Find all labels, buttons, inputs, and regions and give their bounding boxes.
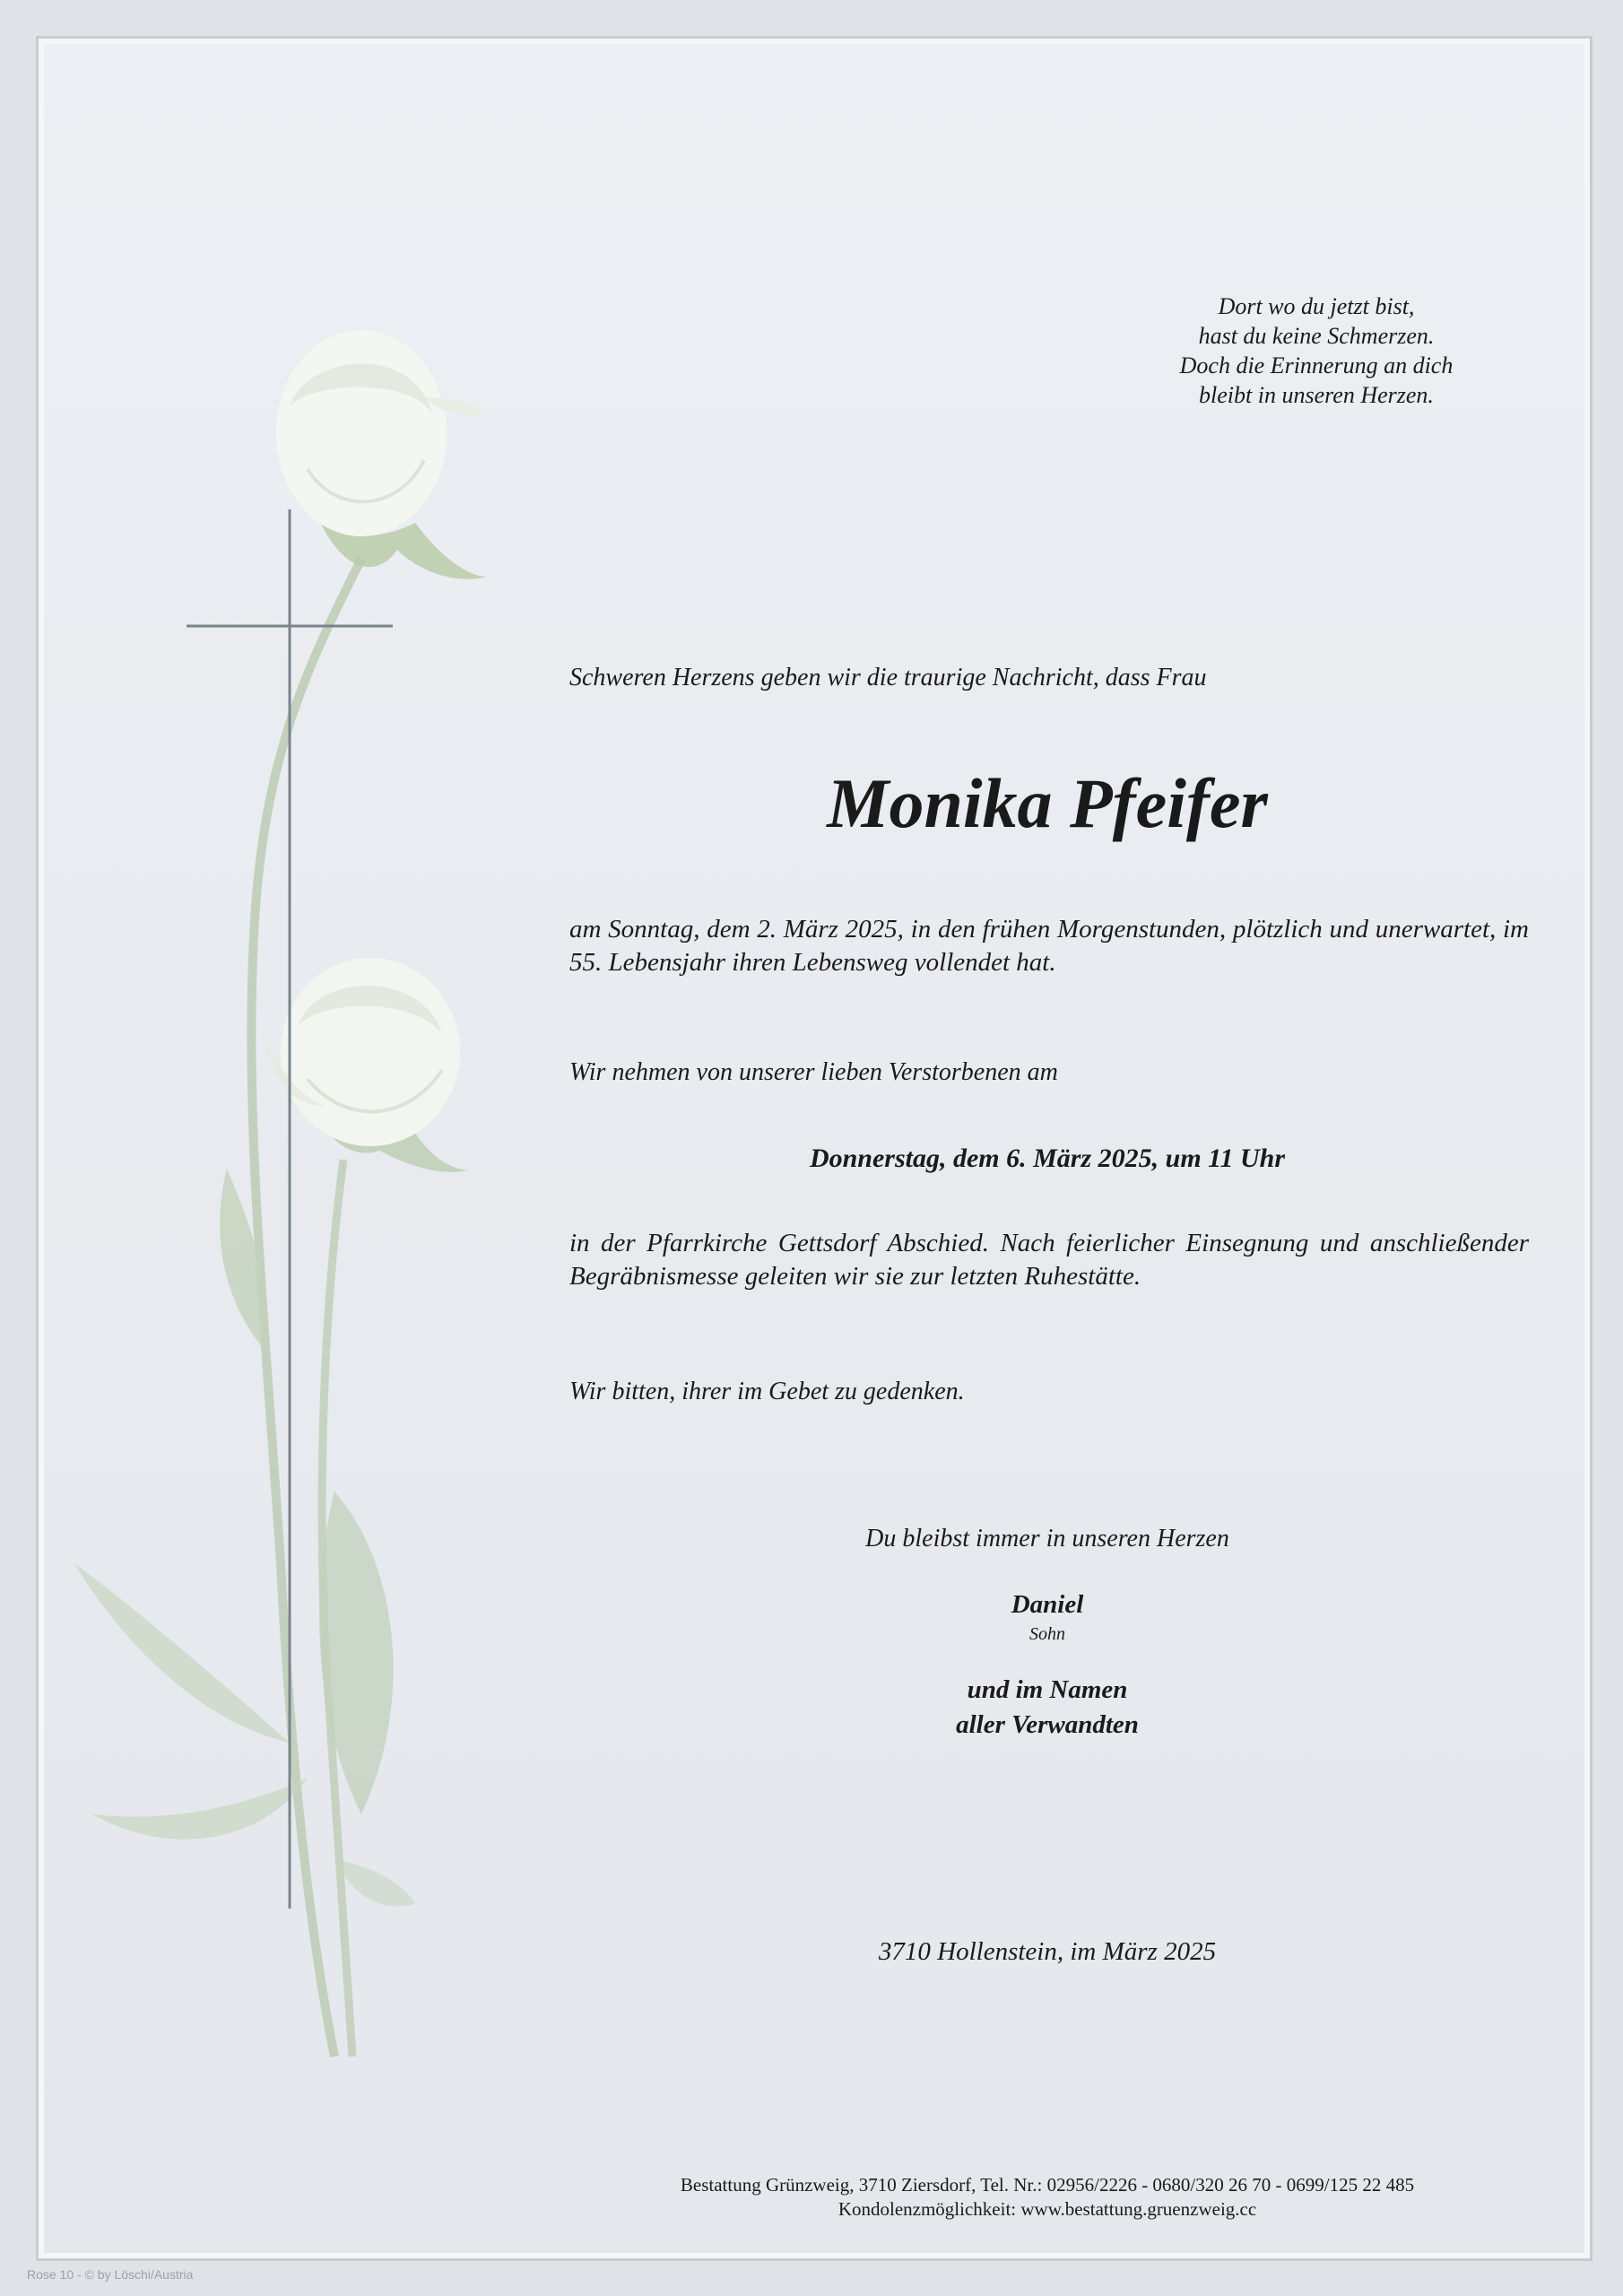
- leaf: [92, 1779, 308, 1839]
- rose-bloom-lower: [263, 958, 460, 1146]
- family-note: [577, 1673, 1518, 1743]
- footer: [577, 2173, 1518, 2222]
- closing-line: Du bleibst immer in unseren Herzen: [865, 1525, 1229, 1552]
- image-credit: Rose 10 - © by Löschi/Austria: [27, 2267, 194, 2282]
- funeral-date: Donnerstag, dem 6. März 2025, um 11 Uhr: [809, 1144, 1286, 1173]
- place-date: 3710 Hollenstein, im März 2025: [878, 1937, 1217, 1966]
- poem: [1070, 291, 1563, 410]
- family-line: aller Verwandten: [956, 1710, 1139, 1739]
- rose-stem-upper: [251, 559, 361, 2057]
- deceased-name: Monika Pfeifer: [827, 764, 1268, 842]
- rose-bloom-upper: [276, 330, 487, 536]
- leaf: [74, 1563, 290, 1743]
- poem-line: hast du keine Schmerzen.: [1198, 323, 1435, 349]
- poem-line: Dort wo du jetzt bist,: [1218, 293, 1415, 319]
- family-line: und im Namen: [967, 1675, 1128, 1704]
- obituary-sheet: [36, 36, 1593, 2261]
- undertaker-contact: Bestattung Grünzweig, 3710 Ziersdorf, Tel. Nr.: 02956/2226 - 0680/320 26 70 - 0699/125 22 485: [680, 2174, 1415, 2196]
- prayer-text: Wir bitten, ihrer im Gebet zu gedenken.: [569, 1378, 965, 1405]
- leaf: [334, 1859, 415, 1907]
- passing-text: am Sonntag, dem 2. März 2025, in den frühen Morgenstunden, plötzlich und unerwartet, im 55. Lebensjahr ihren Lebensweg vollendet hat.: [569, 915, 1529, 977]
- condolence-link: Kondolenzmöglichkeit: www.bestattung.gruenzweig.cc: [838, 2198, 1257, 2220]
- farewell-details-text: in der Pfarrkirche Gettsdorf Abschied. Nach feierlicher Einsegnung und anschließender Begräbnismesse geleiten wir sie zur letzten Ruhestätte.: [569, 1229, 1529, 1291]
- farewell-intro-text: Wir nehmen von unserer lieben Verstorbenen am: [569, 1058, 1058, 1086]
- poem-line: Doch die Erinnerung an dich: [1179, 352, 1454, 378]
- signer-relation: Sohn: [1029, 1624, 1065, 1644]
- poem-line: bleibt in unseren Herzen.: [1199, 382, 1434, 408]
- intro-text: Schweren Herzens geben wir die traurige Nachricht, dass Frau: [569, 664, 1207, 691]
- signer-name: Daniel: [1011, 1590, 1084, 1619]
- rose-decoration: [39, 39, 505, 2101]
